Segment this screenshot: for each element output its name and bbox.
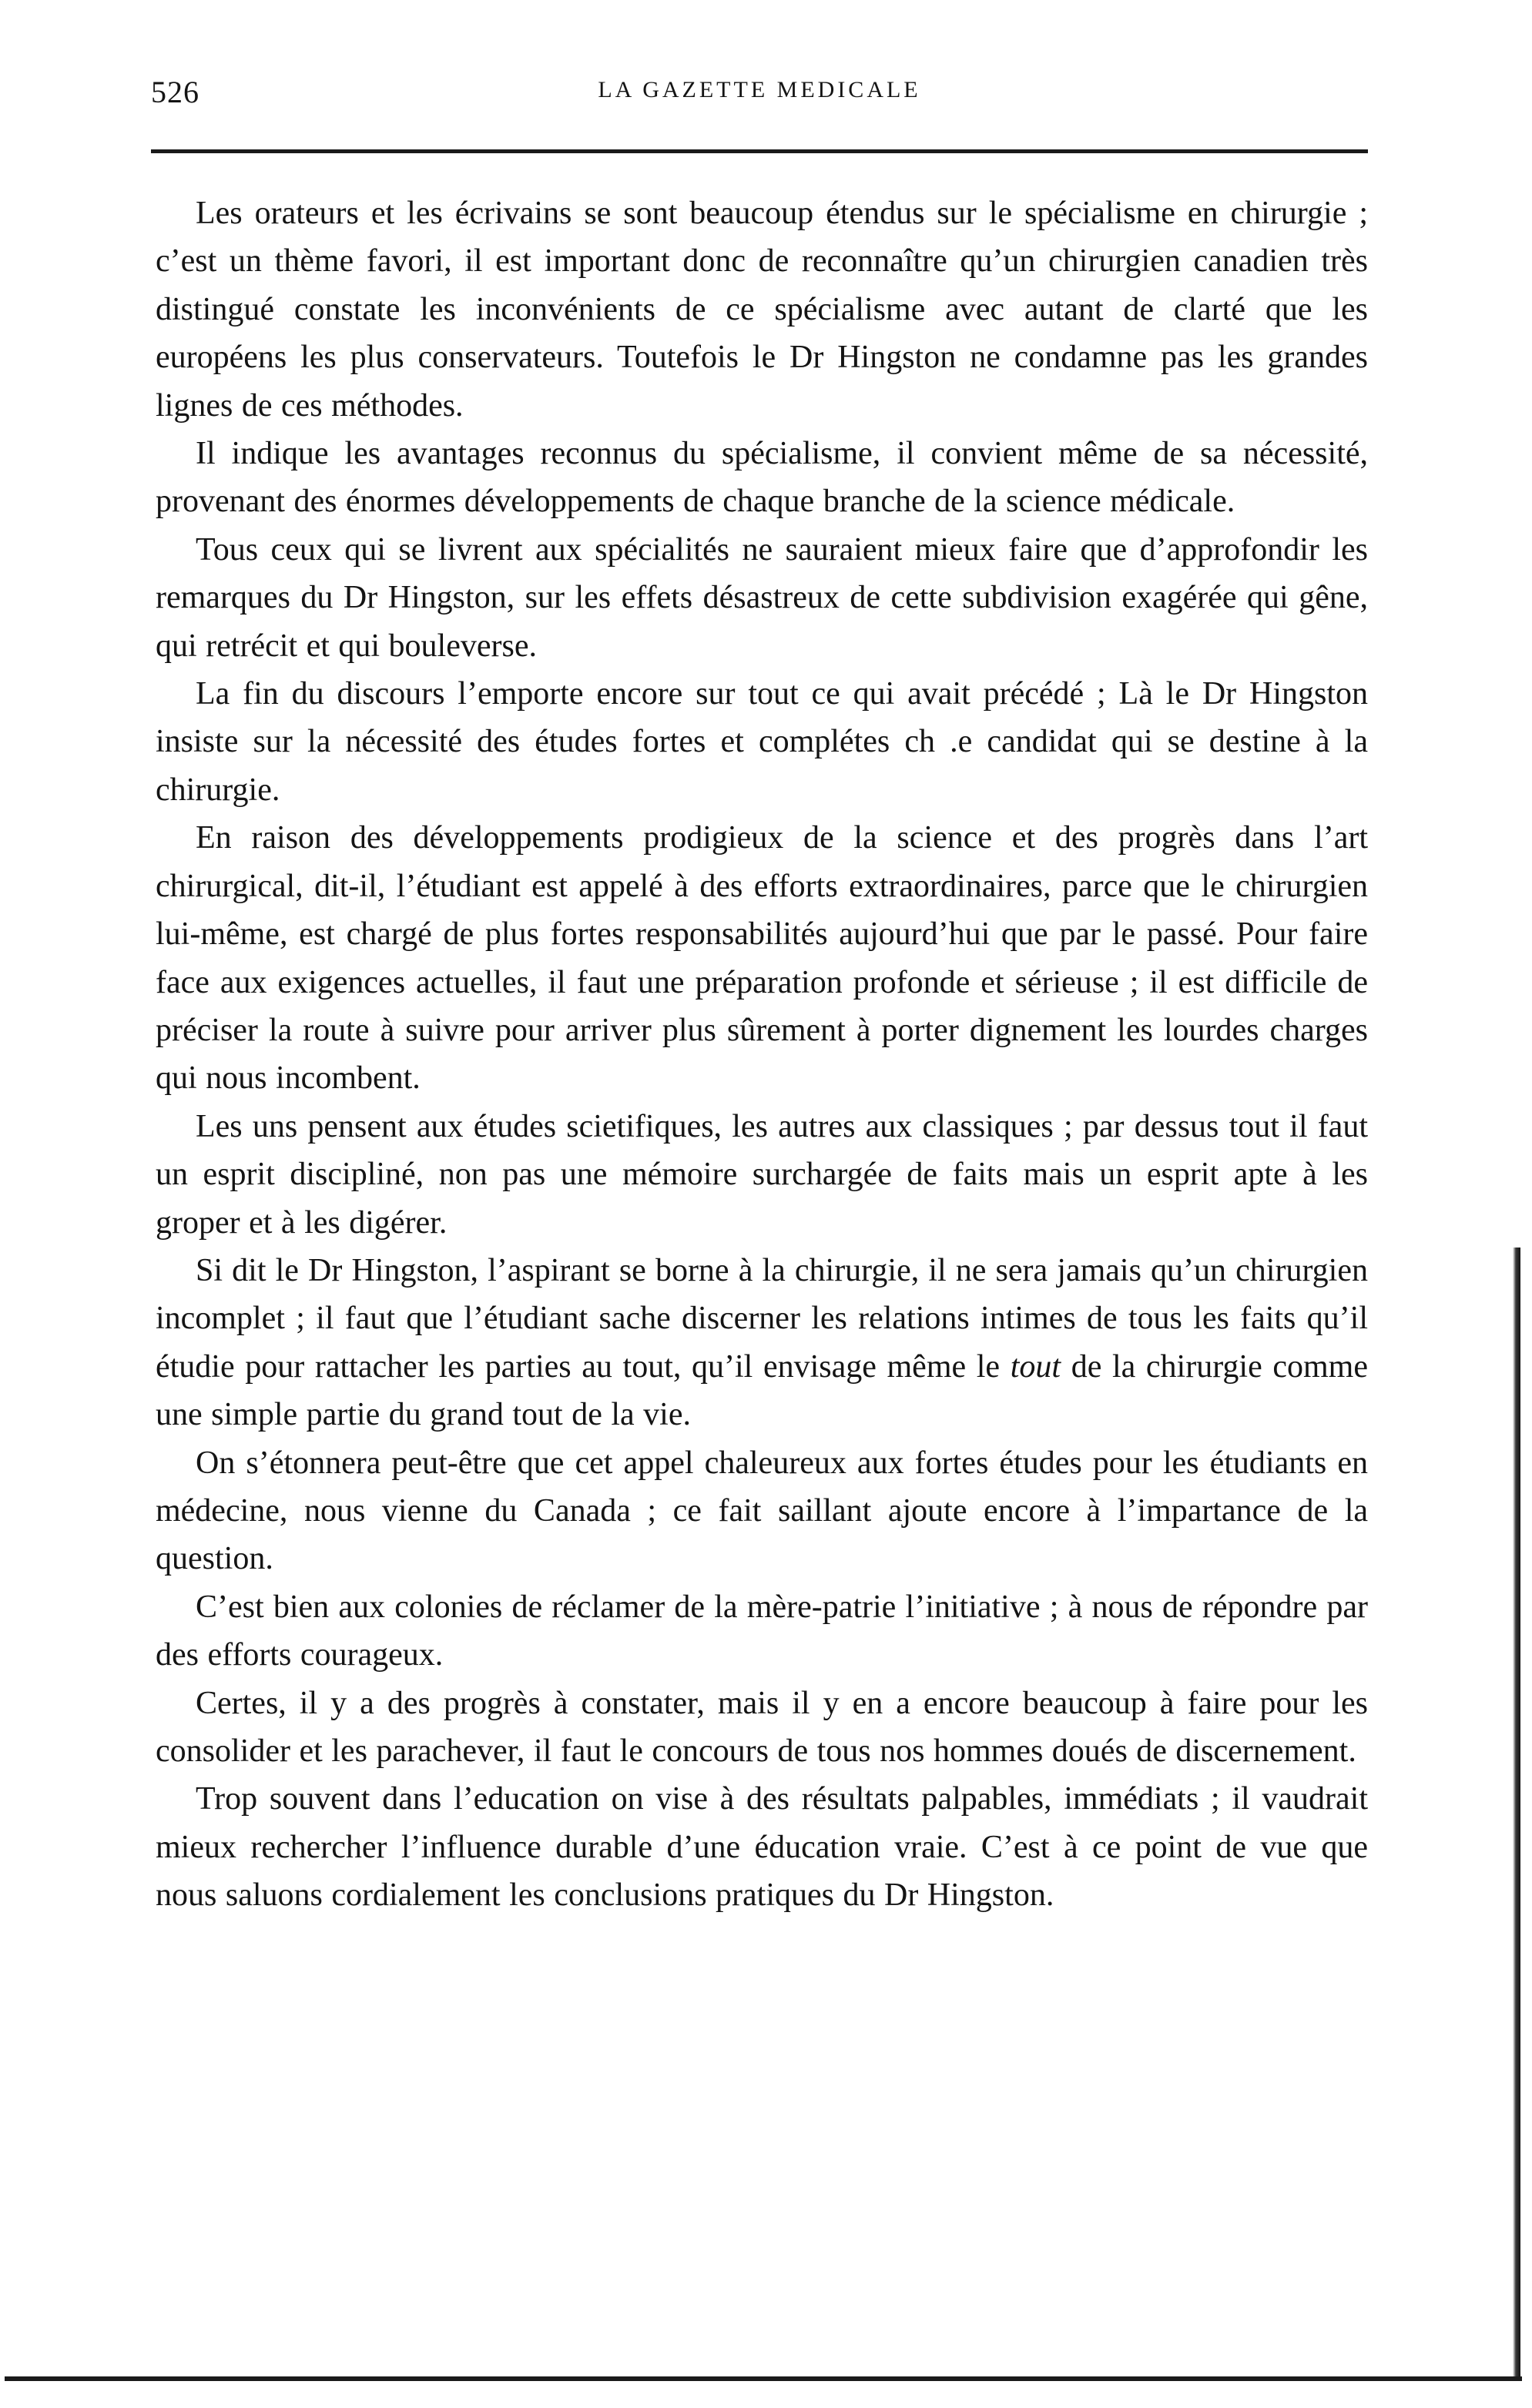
- paragraph-7-after: de la chirurgie comme une simple partie du grand tout de la vie.: [156, 1348, 1368, 1433]
- paragraph-11: Trop souvent dans l’education on vise à des résultats palpables, immédiats ; il vaudrait mieux rechercher l’influence durable d’une éducation vraie. C’est à ce point de vue que nous saluons cordialement les conclusions pratiques du Dr Hingston.: [156, 1781, 1368, 1914]
- scan-bottom-edge: [5, 2376, 1522, 2381]
- paragraph-8: On s’étonnera peut-être que cet appel chaleureux aux fortes études pour les étudiants en médecine, nous vienne du Canada ; ce fait saillant ajoute encore à l’impartance de la question.: [156, 1445, 1368, 1577]
- article-body: [156, 189, 1368, 1920]
- paragraph-1: Les orateurs et les écrivains se sont beaucoup étendus sur le spécialisme en chirurgie ; c’est un thème favori, il est important donc de reconnaître qu’un chirurgien canadien très distingué constate les inconvénients de ce spécialisme avec autant de clarté que les européens les plus conservateurs. Toutefois le Dr Hingston ne condamne pas les grandes lignes de ces méthodes.: [156, 196, 1368, 424]
- page-number: 526: [151, 75, 199, 109]
- scan-edge-shadow: [1513, 1248, 1520, 2380]
- page-header: [151, 74, 1368, 120]
- paragraph-3: Tous ceux qui se livrent aux spécialités ne sauraient mieux faire que d’approfondir les remarques du Dr Hingston, sur les effets désastreux de cette subdivision exagérée qui gêne, qui retrécit et qui bouleverse.: [156, 531, 1368, 664]
- paragraph-4: La fin du discours l’emporte encore sur tout ce qui avait précédé ; Là le Dr Hingston insiste sur la nécessité des études fortes et complétes ch .e candidat qui se destine à la chirurgie.: [156, 676, 1368, 808]
- paragraph-10: Certes, il y a des progrès à constater, mais il y en a encore beaucoup à faire pour les consolider et les parachever, il faut le concours de tous nos hommes doués de discernement.: [156, 1685, 1368, 1769]
- paragraph-7-italic-word: tout: [1010, 1348, 1061, 1385]
- paragraph-7-before: Si dit le Dr Hingston, l’aspirant se borne à la chirurgie, il ne sera jamais qu’un chirurgien incomplet ; il faut que l’étudiant sache discerner les relations intimes de tous les faits qu’il étudie pour rattacher les parties au tout, qu’il envisage même le: [156, 1252, 1368, 1385]
- paragraph-7: [156, 1247, 1368, 1439]
- paragraph-2: Il indique les avantages reconnus du spécialisme, il convient même de sa nécessité, provenant des énormes développements de chaque branche de la science médicale.: [156, 436, 1368, 520]
- header-divider: [151, 149, 1368, 153]
- paragraph-5: En raison des développements prodigieux de la science et des progrès dans l’art chirurgical, dit-il, l’étudiant est appelé à des efforts extraordinaires, parce que le chirurgien lui-même, est chargé de plus fortes responsabilités aujourd’hui que par le passé. Pour faire face aux exigences actuelles, il faut une préparation profonde et sérieuse ; il est difficile de préciser la route à suivre pour arriver plus sûrement à porter dignement les lourdes charges qui nous incombent.: [156, 820, 1368, 1097]
- running-title: LA GAZETTE MEDICALE: [598, 77, 921, 102]
- paragraph-9: C’est bien aux colonies de réclamer de la mère-patrie l’initiative ; à nous de répondre par des efforts courageux.: [156, 1589, 1368, 1673]
- paragraph-6: Les uns pensent aux études scietifiques, les autres aux classiques ; par dessus tout il faut un esprit discipliné, non pas une mémoire surchargée de faits mais un esprit apte à les groper et à les digérer.: [156, 1108, 1368, 1241]
